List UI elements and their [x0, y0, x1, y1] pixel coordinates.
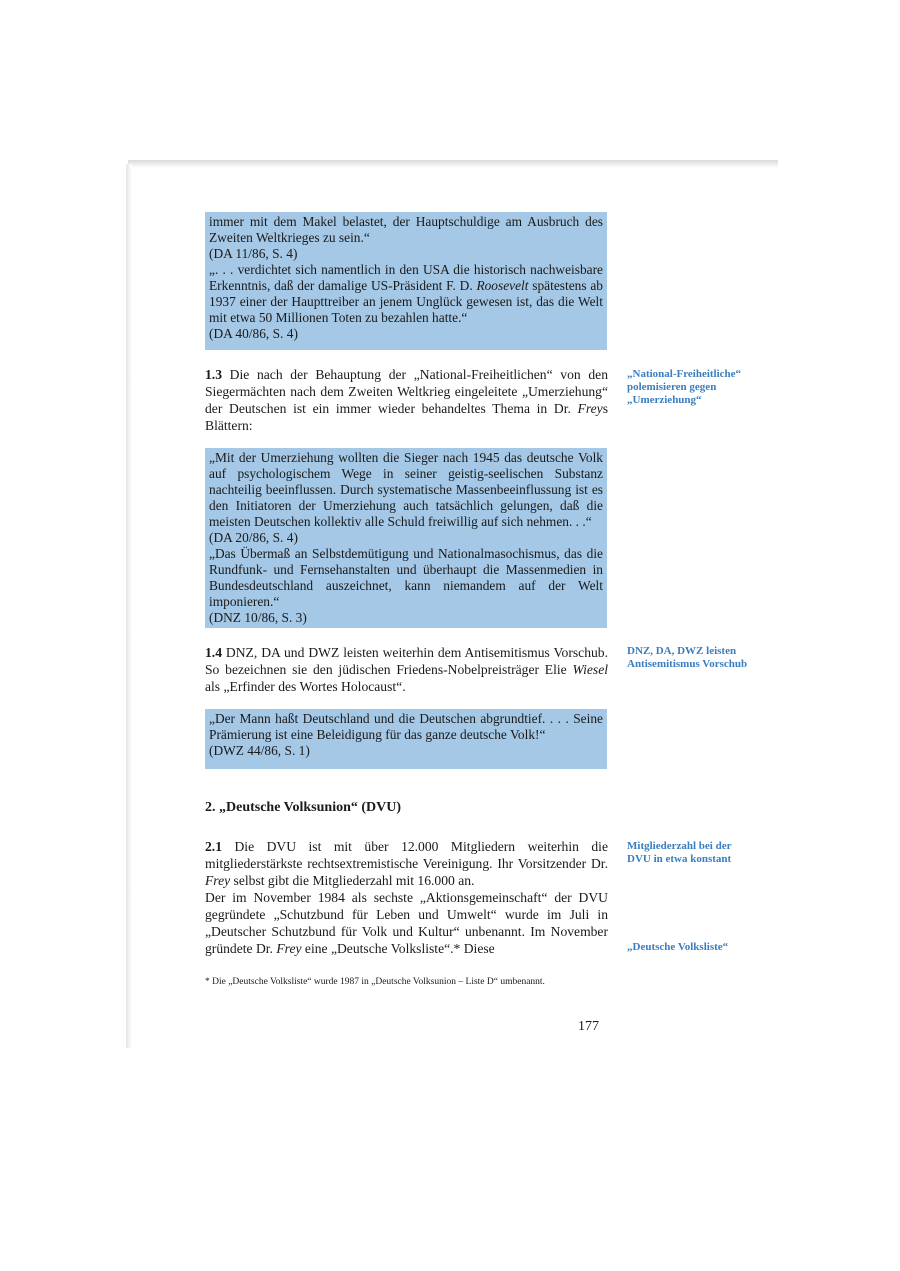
quote-citation: (DA 20/86, S. 4) — [209, 530, 298, 545]
quote-text: immer mit dem Makel belastet, der Hauptschuldige am Ausbruch des Zweiten Weltkrieges zu sein.“ — [209, 214, 603, 245]
paragraph-1-3 — [205, 366, 608, 434]
person-name: Frey — [276, 941, 302, 956]
paragraph-text: Die DVU ist mit über 12.000 Mitgliedern weiterhin die mitgliederstärkste rechtsextremistische Vereinigung. Ihr Vorsitzender Dr. — [205, 839, 608, 871]
page-left-edge — [126, 164, 132, 1048]
paragraph-text: Der im November 1984 als sechste „Aktionsgemeinschaft“ der DVU gegründete „Schutzbund für Leben und Umwelt“ wurde im Juli in „Deutscher Schutzbund für Volk und Kultur“ unbenannt. Im November gründete Dr. — [205, 890, 608, 956]
section-number: 1.4 — [205, 645, 222, 660]
side-note-2-1: Mitgliederzahl bei der DVU in etwa konstant — [627, 840, 732, 865]
section-number: 2.1 — [205, 839, 222, 854]
paragraph-text: selbst gibt die Mitgliederzahl mit 16.000 an. — [230, 873, 475, 888]
paragraph-1-4 — [205, 644, 608, 695]
quote-citation: (DA 11/86, S. 4) — [209, 246, 298, 261]
quote-citation: (DWZ 44/86, S. 1) — [209, 743, 310, 758]
paragraph-text: als „Erfinder des Wortes Holocaust“. — [205, 679, 406, 694]
quote-block-1 — [205, 212, 607, 350]
person-name: Frey — [205, 873, 231, 888]
section-heading: 2. „Deutsche Volksunion“ (DVU) — [205, 800, 402, 815]
paragraph-text: s Blättern: — [205, 401, 608, 433]
quote-block-2 — [205, 448, 607, 628]
quote-name: Roosevelt — [476, 278, 529, 293]
quote-text-part: spätestens ab 1937 einer der Haupttreiber an jenem Unglück gewesen ist, das die Welt mit etwa 50 Millionen Toten zu bezahlen hatte.“ — [209, 278, 603, 325]
quote-text: „Das Übermaß an Selbstdemütigung und Nationalmasochismus, das die Rundfunk- und Fernsehanstalten und überhaupt die Massenmedien in Bundesdeutschland auszeichnet, kann niemandem auf der Welt imponieren.“ — [209, 546, 603, 609]
section-number: 1.3 — [205, 367, 222, 382]
person-name: Wiesel — [572, 662, 608, 677]
side-note-1-4: DNZ, DA, DWZ leisten Antisemitismus Vorschub — [627, 645, 748, 670]
page-number: 177 — [578, 1019, 599, 1034]
paragraph-2-1 — [205, 838, 608, 957]
footnote: * Die „Deutsche Volksliste“ wurde 1987 in „Deutsche Volksunion – Liste D“ umbenannt. — [205, 977, 545, 987]
quote-text-part: „. . . verdichtet sich namentlich in den USA die historisch nachweisbare Erkenntnis, daß der damalige US-Präsident F. D. — [209, 262, 603, 293]
quote-citation: (DA 40/86, S. 4) — [209, 326, 298, 341]
side-note-1-3: „National-Freiheitliche“ polemisieren gegen „Umerziehung“ — [627, 368, 742, 406]
paragraph-text: Die nach der Behauptung der „National-Freiheitlichen“ von den Siegermächten nach dem Zweiten Weltkrieg eingeleitete „Umerziehung“ der Deutschen ist ein immer wieder behandeltes Thema in Dr. — [205, 367, 608, 416]
side-note-volksliste: „Deutsche Volksliste“ — [627, 941, 729, 953]
quote-text: „Mit der Umerziehung wollten die Sieger nach 1945 das deutsche Volk auf psychologischem Wege in seiner geistig-seelischen Substanz nachteilig beeinflussen. Durch systematische Massenbeeinflussung ist es den Initiatoren der Umerziehung auch tatsächlich gelungen, daß die meisten Deutschen kollektiv alle Schuld freiwillig auf sich nehmen. . .“ — [209, 450, 603, 529]
quote-citation: (DNZ 10/86, S. 3) — [209, 610, 307, 625]
quote-text — [209, 262, 603, 326]
page-top-edge — [128, 160, 778, 168]
quote-block-3 — [205, 709, 607, 769]
paragraph-text: DNZ, DA und DWZ leisten weiterhin dem Antisemitismus Vorschub. So bezeichnen sie den jüdischen Friedens-Nobelpreisträger Elie — [205, 645, 608, 677]
person-name: Frey — [577, 401, 603, 416]
quote-text: „Der Mann haßt Deutschland und die Deutschen abgrundtief. . . . Seine Prämierung ist eine Beleidigung für das ganze deutsche Volk!“ — [209, 711, 603, 742]
paragraph-text: eine „Deutsche Volksliste“.* Diese — [301, 941, 495, 956]
